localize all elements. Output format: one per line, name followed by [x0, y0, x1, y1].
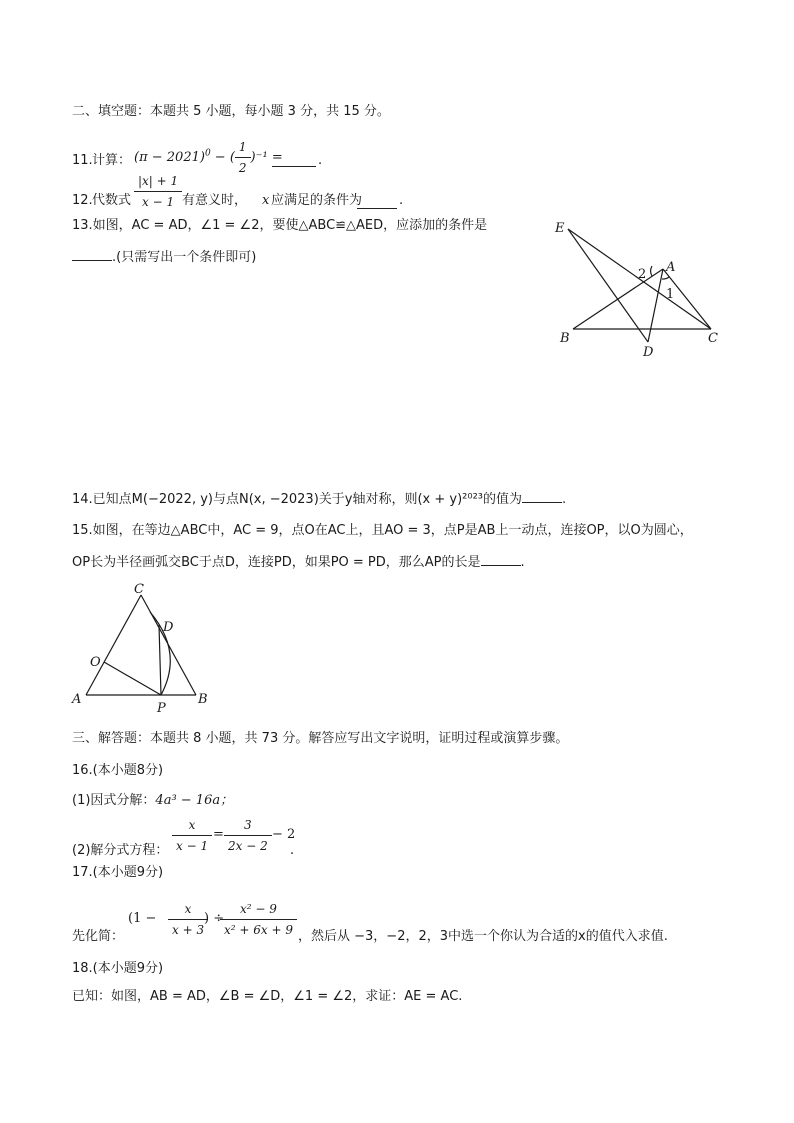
- label-C: C: [134, 582, 144, 597]
- label-D: D: [163, 620, 174, 635]
- label-C: C: [708, 331, 718, 346]
- q12-period: .: [399, 193, 404, 208]
- label-E: E: [555, 221, 565, 236]
- q12-fraction: $\frac{|x| + 1}{x - 1}$: [134, 172, 182, 211]
- label-O: O: [90, 655, 101, 670]
- q12-var-x: x: [262, 193, 270, 208]
- q13-answer-blank[interactable]: [72, 248, 112, 261]
- q12-number: 12.: [72, 193, 93, 208]
- label-angle-2: 2: [638, 267, 647, 282]
- label-B: B: [198, 692, 208, 707]
- question-14: 14.已知点M(−2022, y)与点N(x, −2023)关于y轴对称，则(x + y)²⁰²³的值为 .: [72, 492, 567, 507]
- label-A: A: [666, 260, 676, 275]
- segment-AB: [573, 269, 663, 329]
- q18-body: 已知：如图，AB = AD，∠B = ∠D，∠1 = ∠2，求证：AE = AC.: [72, 989, 463, 1004]
- section-2-title: 二、填空题：本题共 5 小题，每小题 3 分，共 15 分。: [72, 104, 390, 119]
- q12-label: 代数式: [92, 193, 132, 208]
- segment-OP: [104, 662, 161, 695]
- q11-number: 11.: [72, 153, 93, 168]
- q11-answer-blank[interactable]: [272, 154, 316, 167]
- label-B: B: [560, 331, 570, 346]
- q14-answer-blank[interactable]: [522, 490, 562, 503]
- q12-text-b: 有意义时，: [182, 193, 248, 208]
- segment-AD: [648, 269, 663, 342]
- q18-header: 18.(本小题9分): [72, 961, 164, 976]
- q11-expression: $(\pi - 2021)^0$ − ( $\frac{1}{2}$ )⁻¹ =: [134, 140, 283, 175]
- section-3-title: 三、解答题：本题共 8 小题，共 73 分。解答应写出文字说明，证明过程或演算步骤。: [72, 731, 569, 746]
- q12-text-c: 应满足的条件为: [271, 193, 363, 208]
- q16-part1: (1)因式分解：4a³ − 16a；: [72, 793, 234, 808]
- question-15-line2: OP长为半径画弧交BC于点D，连接PD，如果PO = PD，那么AP的长是 .: [72, 555, 525, 570]
- label-angle-1: 1: [666, 287, 675, 302]
- angle-1-arc: [662, 277, 669, 279]
- segment-AC: [86, 595, 141, 695]
- angle-2-arc: [651, 266, 652, 276]
- q11-period: .: [318, 153, 323, 168]
- q16-header: 16.(本小题8分): [72, 763, 164, 778]
- q16-part2: (2)解分式方程： $\frac{x}{x - 1}$ = $\frac{3}{2x - 2}$ − 2 .: [72, 818, 296, 858]
- label-D: D: [643, 345, 654, 360]
- question-13-line1: 13.如图，AC = AD，∠1 = ∠2，要使△ABC≌△AED，应添加的条件是: [72, 218, 488, 233]
- question-13-line2: .(只需写出一个条件即可): [72, 248, 256, 267]
- label-A: A: [72, 692, 82, 707]
- q12-answer-blank[interactable]: [357, 196, 397, 209]
- q11-label: 计算：: [92, 153, 132, 168]
- q15-answer-blank[interactable]: [481, 553, 521, 566]
- q17-body: 先化简： (1 − $\frac{x}{x + 3}$ ) ÷ $\frac{\text{x² − 9}}{\text{x² + 6x + 9}}$ ，然后从 −3，−2，2，3中选一个你认为合适的x的值代入求值.: [72, 902, 668, 944]
- q17-header: 17.(本小题9分): [72, 865, 164, 880]
- figure-q13: [548, 216, 728, 364]
- question-15-line1: 15.如图，在等边△ABC中，AC = 9，点O在AC上，且AO = 3，点P是AB上一动点，连接OP，以O为圆心，: [72, 523, 693, 538]
- figure-q15: [66, 582, 226, 716]
- question-12: [72, 172, 492, 212]
- label-P: P: [157, 701, 166, 716]
- segment-PD: [159, 625, 161, 695]
